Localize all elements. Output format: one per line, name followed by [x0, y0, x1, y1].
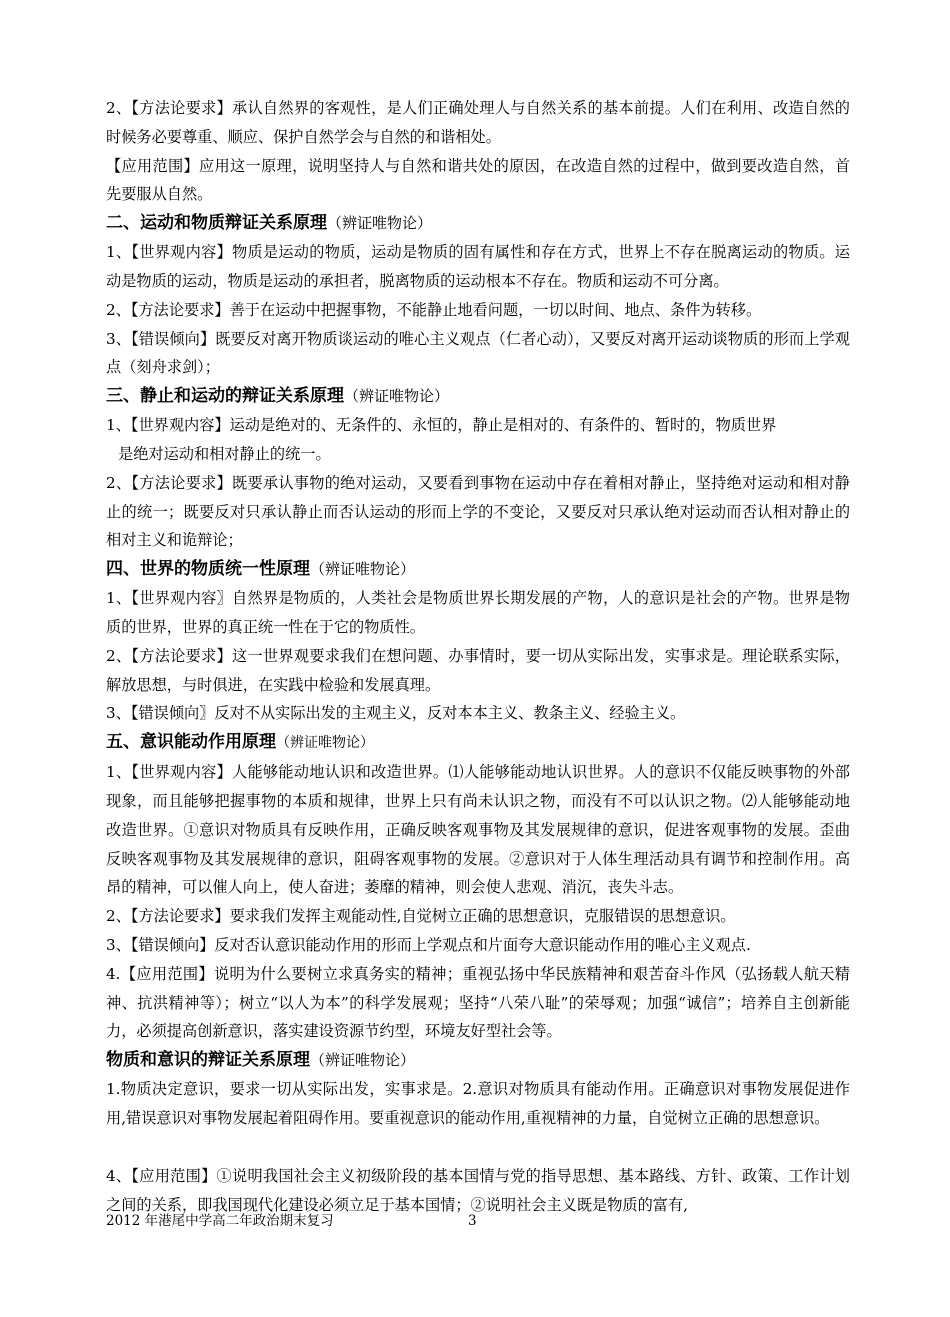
- paragraph: 是绝对运动和相对静止的统一。: [118, 444, 331, 463]
- section-heading: [106, 382, 850, 411]
- paragraph: 2、【方法论要求】这一世界观要求我们在想问题、办事情时，要一切从实际出发，实事求是。理论联系实际，解放思想，与时俱进，在实践中检验和发展真理。: [106, 646, 850, 694]
- section-heading-title: 五、意识能动作用原理: [106, 732, 276, 753]
- paragraph: 1、【世界观内容】物质是运动的物质，运动是物质的固有属性和存在方式，世界上不存在脱离运动的物质。运动是物质的运动，物质是运动的承担者，脱离物质的运动根本不存在。物质和运动不可分离。: [106, 243, 850, 290]
- section-heading-title: 三、静止和运动的辩证关系原理: [106, 386, 344, 407]
- section-heading-title: 二、运动和物质辩证关系原理: [106, 213, 327, 234]
- paragraph: 4、【应用范围】①说明我国社会主义初级阶段的基本国情与党的指导思想、基本路线、方针、政策、工作计划之间的关系，即我国现代化建设必须立足于基本国情；②说明社会主义既是物质的富有,: [106, 1166, 850, 1214]
- paragraph: 1、【世界观内容】人能够能动地认识和改造世界。⑴人能够能动地认识世界。人的意识不仅能反映事物的外部现象，而且能够把握事物的本质和规律，世界上只有尚未认识之物，而没有不可以认识之物。⑵人能够能动地改造世界。①意识对物质具有反映作用，正确反映客观事物及其发展规律的意识，促进客观事物的发展。歪曲反映客观事物及其发展规律的意识，阻碍客观事物的发展。②意识对于人体生理活动具有调节和控制作用。高昂的精神，可以催人向上，使人奋进；萎靡的精神，则会使人悲观、消沉，丧失斗志。: [106, 763, 850, 897]
- paragraph: 4.【应用范围】说明为什么要树立求真务实的精神；重视弘扬中华民族精神和艰苦奋斗作风（弘扬载人航天精神、抗洪精神等）；树立“以人为本”的科学发展观；坚持“八荣八耻”的荣辱观；加强“诚信”；培养自主创新能力，必须提高创新意识，落实建设资源节约型，环境友好型社会等。: [106, 964, 850, 1041]
- paragraph: 3、【错误倾向】反对否认意识能动作用的形而上学观点和片面夸大意识能动作用的唯心主义观点.: [106, 935, 751, 954]
- page-number: 3: [468, 1213, 477, 1229]
- section-heading: [106, 209, 850, 238]
- paragraph: 2、【方法论要求】善于在运动中把握事物，不能静止地看问题，一切以时间、地点、条件为转移。: [106, 300, 762, 319]
- footer-text: 2012 年港尾中学高二年政治期末复习: [106, 1213, 334, 1229]
- paragraph: 3、【错误倾向〗反对不从实际出发的主观主义，反对本本主义、教条主义、经验主义。: [106, 704, 686, 723]
- section-heading-category: （辨证唯物论）: [310, 1051, 416, 1070]
- paragraph: 2、【方法论要求】承认自然界的客观性，是人们正确处理人与自然关系的基本前提。人们在利用、改造自然的时候务必要尊重、顺应、保护自然学会与自然的和谐相处。: [106, 99, 850, 146]
- section-heading-category: （辨证唯物论）: [344, 387, 450, 406]
- section-heading-category: （辨证唯物论）: [276, 735, 374, 752]
- section-heading-category: （辨证唯物论）: [327, 214, 433, 233]
- section-heading-category: （辨证唯物论）: [310, 560, 416, 579]
- paragraph: 2、【方法论要求】要求我们发挥主观能动性,自觉树立正确的思想意识，克服错误的思想意识。: [106, 907, 736, 926]
- document-body: [106, 94, 850, 1219]
- paragraph: 【应用范围】应用这一原理，说明坚持人与自然和谐共处的原因，在改造自然的过程中，做到要改造自然，首先要服从自然。: [106, 156, 850, 204]
- paragraph: 2、【方法论要求】既要承认事物的绝对运动，又要看到事物在运动中存在着相对静止，坚持绝对运动和相对静止的统一；既要反对只承认静止而否认运动的形而上学的不变论，又要反对只承认绝对运动而否认相对静止的相对主义和诡辩论；: [106, 473, 850, 550]
- paragraph: 1.物质决定意识，要求一切从实际出发，实事求是。2.意识对物质具有能动作用。正确意识对事物发展促进作用,错误意识对事物发展起着阻碍作用。要重视意识的能动作用,重视精神的力量，自觉树立正确的思想意识。: [106, 1080, 850, 1127]
- section-heading: [106, 1046, 850, 1075]
- paragraph: 1、【世界观内容】运动是绝对的、无条件的、永恒的，静止是相对的、有条件的、暂时的，物质世界: [106, 416, 777, 435]
- section-heading: [106, 728, 850, 758]
- section-heading-title: 四、世界的物质统一性原理: [106, 559, 310, 580]
- blank-line: [106, 1133, 850, 1162]
- paragraph: 1、【世界观内容〗自然界是物质的，人类社会是物质世界长期发展的产物，人的意识是社会的产物。世界是物质的世界，世界的真正统一性在于它的物质性。: [106, 589, 850, 636]
- section-heading: [106, 555, 850, 584]
- paragraph: 3、【错误倾向】既要反对离开物质谈运动的唯心主义观点（仁者心动），又要反对离开运动谈物质的形而上学观点（刻舟求剑）；: [106, 329, 850, 377]
- section-heading-title: 物质和意识的辩证关系原理: [106, 1050, 310, 1071]
